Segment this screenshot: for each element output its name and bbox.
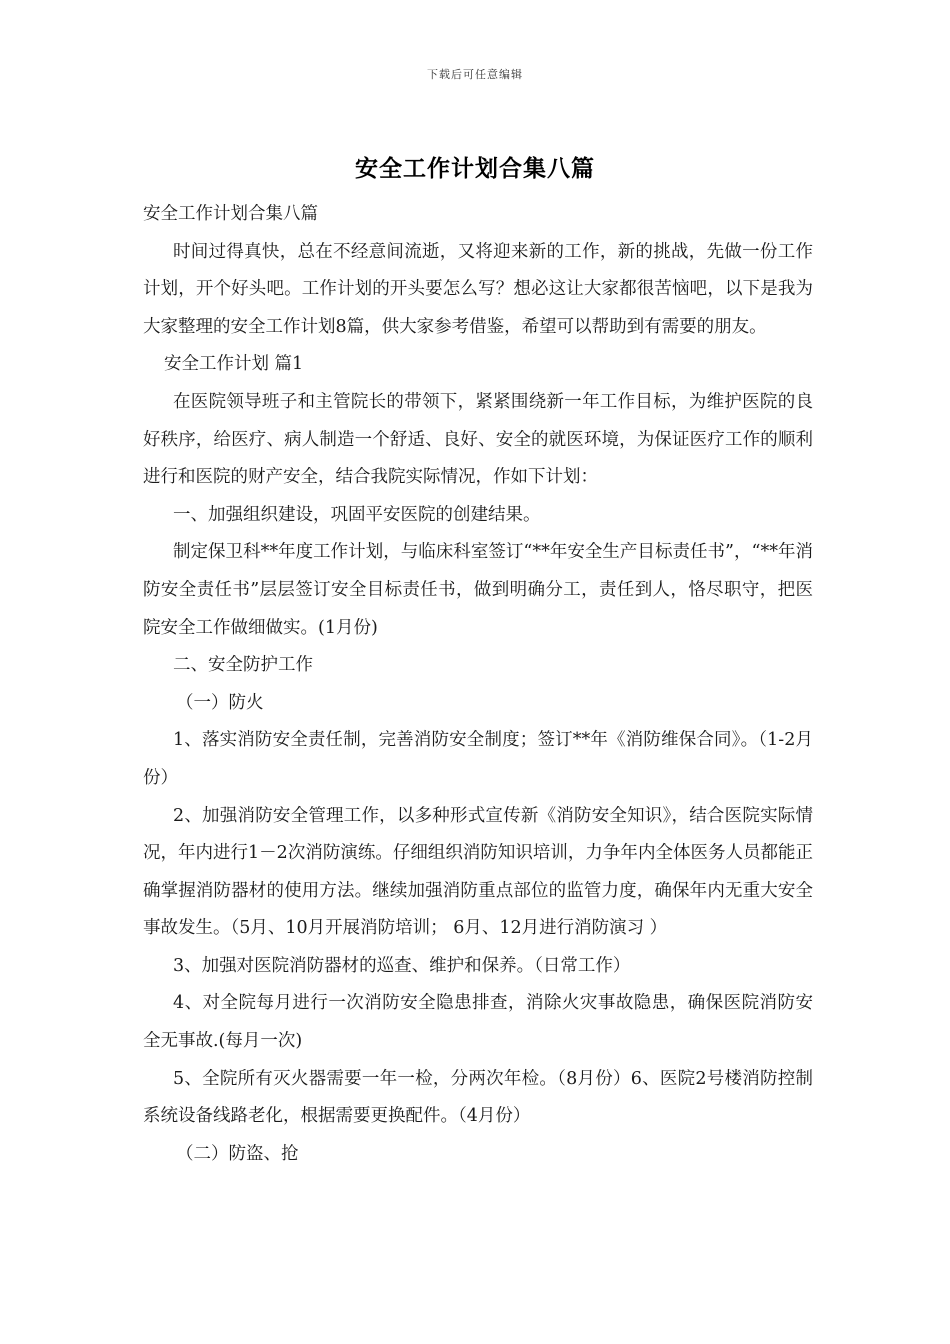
section-heading: 安全工作计划 篇1 (164, 354, 304, 375)
body-paragraph: 二、安全防护工作 (173, 655, 313, 676)
subsection-heading: （二）防盗、抢 (176, 1143, 299, 1164)
document-title: 安全工作计划合集八篇 (355, 155, 595, 182)
body-paragraph: 制定保卫科**年度工作计划，与临床科室签订“**年安全生产目标责任书”，“**年消防安全责任书”层层签订安全目标责任书，做到明确分工，责任到人，恪尽职守，把医院安全工作做细做实。(1月份) (143, 542, 813, 638)
list-item: 1、落实消防安全责任制，完善消防安全制度；签订**年《消防维保合同》。（1-2月份） (143, 730, 813, 788)
document-body (143, 196, 813, 1173)
subtitle-paragraph: 安全工作计划合集八篇 (143, 204, 318, 224)
header-note: 下载后可任意编辑 (427, 68, 523, 81)
intro-paragraph: 时间过得真快，总在不经意间流逝，又将迎来新的工作，新的挑战，先做一份工作计划，开个好头吧。工作计划的开头要怎么写？想必这让大家都很苦恼吧，以下是我为大家整理的安全工作计划8篇，供大家参考借鉴，希望可以帮助到有需要的朋友。 (143, 241, 813, 337)
list-item: 4、对全院每月进行一次消防安全隐患排查，消除火灾事故隐患，确保医院消防安全无事故.(每月一次) (143, 993, 813, 1052)
body-paragraph: 在医院领导班子和主管院长的带领下，紧紧围绕新一年工作目标，为维护医院的良好秩序，给医疗、病人制造一个舒适、良好、安全的就医环境，为保证医疗工作的顺利进行和医院的财产安全，结合我院实际情况，作如下计划： (143, 391, 813, 488)
list-item: 5、全院所有灭火器需要一年一检，分两次年检。（8月份）6、医院2号楼消防控制系统设备线路老化，根据需要更换配件。（4月份） (143, 1068, 813, 1127)
subsection-heading: （一）防火 (176, 692, 264, 713)
list-item: 3、加强对医院消防器材的巡查、维护和保养。（日常工作） (173, 955, 631, 976)
list-item: 2、加强消防安全管理工作，以多种形式宣传新《消防安全知识》，结合医院实际情况，年内进行1－2次消防演练。仔细组织消防知识培训，力争年内全体医务人员都能正确掌握消防器材的使用方法。继续加强消防重点部位的监管力度，确保年内无重大安全事故发生。（5月、10月开展消防培训； 6月、12月进行消防演习 ） (143, 805, 813, 939)
body-paragraph: 一、加强组织建设，巩固平安医院的创建结果。 (173, 504, 541, 525)
